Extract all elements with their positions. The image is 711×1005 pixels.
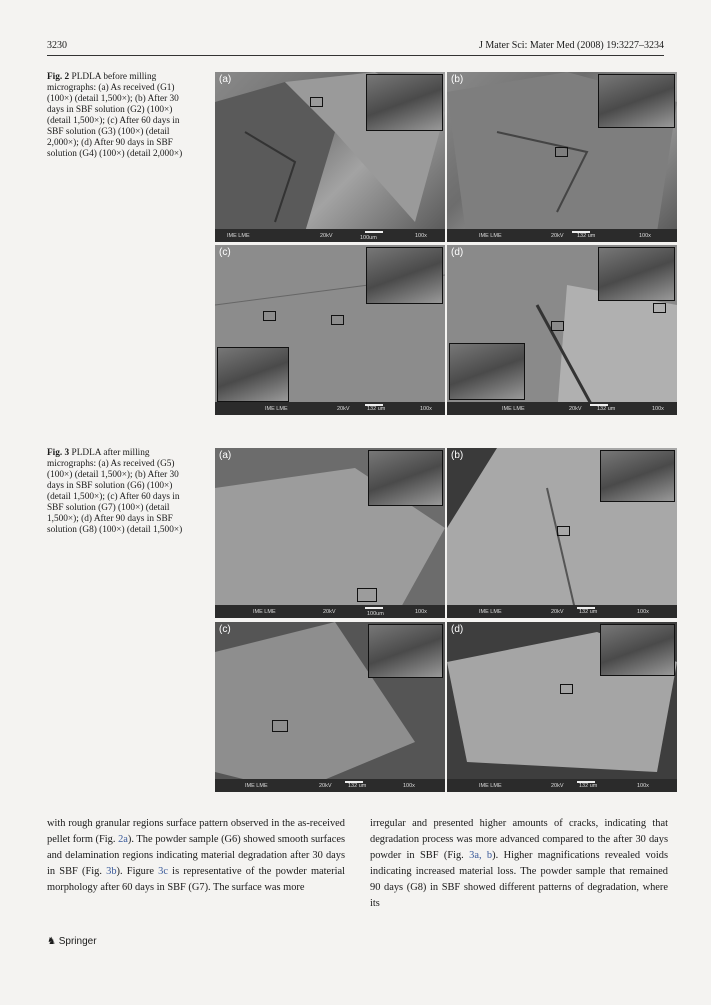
detail-marker: [551, 321, 564, 331]
panel-label: (b): [451, 74, 464, 85]
databar-lab: IME LME: [479, 233, 502, 239]
panel-label: (c): [219, 624, 231, 635]
fig3-caption: [47, 448, 192, 536]
fig2-caption: [47, 72, 192, 160]
databar-mag: 100x: [415, 233, 427, 239]
footer-publisher: [47, 936, 97, 947]
figure-reference-link[interactable]: 3c: [158, 866, 168, 877]
panel-label: (d): [451, 247, 464, 258]
databar-mag: 100x: [639, 233, 651, 239]
body-text-right-column: [370, 816, 668, 912]
fig2-panel-a: [215, 72, 445, 242]
sem-databar: [447, 402, 677, 415]
fig3-panel-c: [215, 622, 445, 792]
databar-kv: 20kV: [320, 233, 333, 239]
fig2-panel-b: [447, 72, 677, 242]
databar-lab: IME LME: [479, 783, 502, 789]
detail-inset-secondary: [449, 343, 525, 400]
databar-scale: 132 um: [348, 783, 367, 789]
databar-kv: 20kV: [319, 783, 332, 789]
databar-mag: 100x: [637, 609, 649, 615]
databar-scale: 132 um: [577, 233, 596, 239]
databar-lab: IME LME: [479, 609, 502, 615]
databar-lab: IME LME: [253, 609, 276, 615]
databar-mag: 100x: [415, 609, 427, 615]
detail-inset: [368, 624, 443, 678]
publisher-name: Springer: [58, 936, 97, 947]
panel-label: (a): [219, 74, 232, 85]
panel-label: (b): [451, 450, 464, 461]
body-text: ). The powder sample (G6) showed smooth surfaces and delamination regions indicating material degradation after 30 days in SBF (Fig.: [47, 834, 345, 877]
databar-lab: IME LME: [265, 406, 288, 412]
detail-marker: [357, 588, 377, 602]
databar-mag: 100x: [637, 783, 649, 789]
panel-label: (d): [451, 624, 464, 635]
panel-label: (c): [219, 247, 231, 258]
databar-kv: 20kV: [323, 609, 336, 615]
detail-inset: [366, 247, 443, 304]
detail-inset: [366, 74, 443, 131]
detail-marker: [560, 684, 573, 694]
page-header-right: J Mater Sci: Mater Med (2008) 19:3227–3234: [479, 40, 664, 51]
body-text: ). Figure: [116, 866, 159, 877]
databar-kv: 20kV: [551, 609, 564, 615]
detail-inset: [368, 450, 443, 506]
body-text: is representative of the powder material morphology after 60 days in SBF (G7). The surface was more: [47, 866, 345, 893]
body-text-left-column: [47, 816, 345, 896]
databar-scale: 132 um: [579, 783, 598, 789]
sem-databar: [215, 229, 445, 242]
databar-scale: 132 um: [367, 406, 386, 412]
sem-databar: [215, 402, 445, 415]
detail-marker: [653, 303, 666, 313]
figure-reference-link[interactable]: 2a: [118, 834, 128, 845]
body-text: with rough granular regions surface pattern observed in the as-received pellet form (Fig.: [47, 818, 345, 845]
sem-databar: [215, 605, 445, 618]
body-text: ). Higher magnifications revealed voids indicating increased material loss. The powder sample that remained 90 days (G8) in SBF showed different patterns of degradation, where its: [370, 850, 668, 909]
body-text: irregular and presented higher amounts of cracks, indicating that degradation process was more advanced compared to the after 30 days powder in SBF (Fig.: [370, 818, 668, 861]
databar-kv: 20kV: [569, 406, 582, 412]
fig3-label: Fig. 3: [47, 448, 70, 458]
fig3-panel-d: [447, 622, 677, 792]
page-header-left: 3230: [47, 40, 67, 51]
fig2-label: Fig. 2: [47, 72, 70, 82]
fig2-panel-d: [447, 245, 677, 415]
figure-reference-link[interactable]: 3a, b: [469, 850, 493, 861]
databar-kv: 20kV: [337, 406, 350, 412]
databar-lab: IME LME: [227, 233, 250, 239]
detail-inset: [598, 74, 675, 128]
detail-marker: [557, 526, 570, 536]
databar-mag: 100x: [420, 406, 432, 412]
databar-scale: 100um: [367, 611, 384, 617]
detail-marker: [310, 97, 323, 107]
databar-mag: 100x: [403, 783, 415, 789]
detail-inset-secondary: [217, 347, 289, 402]
fig3-caption-text: PLDLA after milling micrographs: (a) As received (G5) (100×) (detail 1,500×); (b) After 30 days in SBF solution (G6) (100×) (detail 1,500×); (c) After 60 days in SBF solution (G7) (100×) (detail 1,500×); (d) After 90 days in SBF solution (G8) (100×) (detail 1,500×): [47, 448, 183, 535]
databar-lab: IME LME: [245, 783, 268, 789]
detail-inset: [598, 247, 675, 301]
fig3-panel-a: [215, 448, 445, 618]
databar-kv: 20kV: [551, 783, 564, 789]
sem-databar: [447, 229, 677, 242]
detail-inset: [600, 624, 675, 676]
fig3-panel-b: [447, 448, 677, 618]
databar-scale: 100um: [360, 235, 377, 241]
databar-kv: 20kV: [551, 233, 564, 239]
detail-marker: [263, 311, 276, 321]
fig2-caption-text: PLDLA before milling micrographs: (a) As received (G1) (100×) (detail 1,500×); (b) After 30 days in SBF solution (G2) (100×) (detail 1,500×); (c) After 60 days in SBF solution (G3) (100×) (detail 2,000×); (d) After 90 days in SBF solution (G4) (100×) (detail 2,000×): [47, 72, 183, 159]
detail-marker: [331, 315, 344, 325]
panel-label: (a): [219, 450, 232, 461]
databar-mag: 100x: [652, 406, 664, 412]
header-rule: [47, 55, 664, 56]
figure-reference-link[interactable]: 3b: [106, 866, 117, 877]
databar-scale: 132 um: [597, 406, 616, 412]
detail-inset: [600, 450, 675, 502]
sem-databar: [215, 779, 445, 792]
detail-marker: [555, 147, 568, 157]
springer-logo-icon: ♞: [47, 936, 59, 947]
detail-marker: [272, 720, 288, 732]
sem-databar: [447, 605, 677, 618]
databar-scale: 132 um: [579, 609, 598, 615]
fig2-panel-c: [215, 245, 445, 415]
sem-databar: [447, 779, 677, 792]
databar-lab: IME LME: [502, 406, 525, 412]
